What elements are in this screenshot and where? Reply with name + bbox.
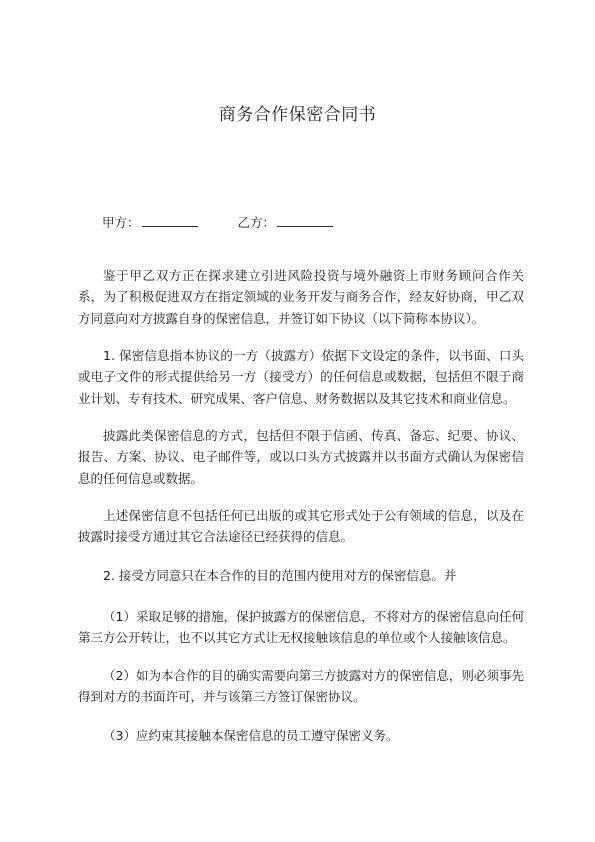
paragraph-exclusions: 上述保密信息不包括任何已出版的或其它形式处于公有领域的信息，以及在披露时接受方通过其它合法途径已经获得的信息。 [78, 507, 524, 544]
party-b [238, 214, 334, 232]
paragraph-item-3: （3）应约束其接触本保密信息的员工遵守保密义务。 [103, 727, 399, 743]
party-b-blank [277, 214, 333, 227]
party-a-blank [142, 214, 198, 227]
paragraph-item-1: （1）采取足够的措施，保护披露方的保密信息，不将对方的保密信息向任何第三方公开转让，也不以其它方式让无权接触该信息的单位或个人接触该信息。 [78, 608, 524, 645]
paragraph-clause-2: 2. 接受方同意只在本合作的目的范围内使用对方的保密信息。并 [103, 567, 457, 583]
paragraph-recital: 鉴于甲乙双方正在探求建立引进风险投资与境外融资上市财务顾问合作关系，为了积极促进双方在指定领域的业务开发与商务合作，经友好协商，甲乙双方同意向对方披露自身的保密信息，并签订如下协议（以下简称本协议）。 [78, 267, 524, 326]
paragraph-clause-1: 1. 保密信息指本协议的一方（披露方）依据下文设定的条件，以书面、口头或电子文件的形式提供给另一方（接受方）的任何信息或数据，包括但不限于商业计划、专有技术、研究成果、客户信息、财务数据以及其它技术和商业信息。 [78, 347, 524, 406]
parties-line [102, 214, 333, 232]
paragraph-item-2: （2）如为本合作的目的确实需要向第三方披露对方的保密信息，则必须事先得到对方的书面许可，并与该第三方签订保密协议。 [78, 667, 524, 704]
party-a-label: 甲方： [102, 215, 140, 230]
party-a [102, 214, 198, 232]
document-title: 商务合作保密合同书 [218, 105, 377, 125]
party-b-label: 乙方： [237, 215, 276, 230]
paragraph-disclosure-methods: 披露此类保密信息的方式，包括但不限于信函、传真、备忘、纪要、协议、报告、方案、协议、电子邮件等，或以口头方式披露并以书面方式确认为保密信息的任何信息或数据。 [78, 427, 524, 486]
